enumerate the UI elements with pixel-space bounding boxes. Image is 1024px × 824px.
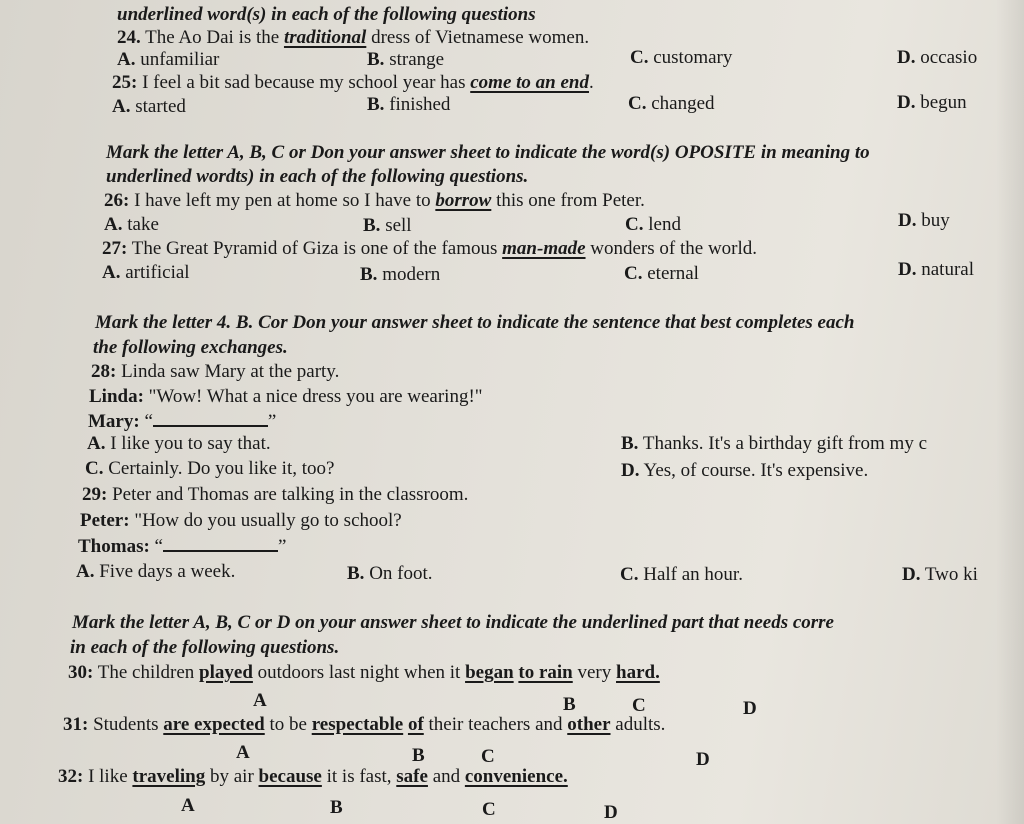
section-exchanges-line2: the following exchanges.	[93, 337, 288, 358]
q24-key: traditional	[283, 27, 367, 48]
q31-part-b: respectable	[311, 714, 404, 735]
q27-pre: The Great Pyramid of Giza is one of the famous	[131, 238, 498, 259]
q29-text: Peter and Thomas are talking in the classroom.	[112, 484, 469, 505]
q28-linda-line: Linda: "Wow! What a nice dress you are wearing!"	[89, 386, 483, 407]
q25-key: come to an end	[470, 72, 589, 93]
section-error-line1: Mark the letter A, B, C or D on your answer sheet to indicate the underlined part that needs corre	[72, 612, 834, 633]
q29-number: 29:	[82, 484, 108, 505]
q29-option-b: B. On foot.	[347, 563, 433, 584]
q25-option-b: B. finished	[367, 94, 451, 115]
q28-option-b: B. Thanks. It's a birthday gift from my c	[621, 433, 927, 454]
q25-option-a: A. started	[112, 96, 186, 117]
question-31: 31: Students are expected to be respectable of their teachers and other adults.	[63, 714, 666, 735]
q28-mary-line: Mary: “ ”	[88, 408, 276, 433]
q30-label-c: C	[632, 695, 646, 716]
q27-number: 27:	[102, 238, 128, 259]
question-24	[117, 27, 589, 49]
q32-label-d: D	[604, 802, 618, 823]
q30-part-d: hard.	[616, 662, 660, 683]
q24-option-a: A. unfamiliar	[117, 49, 220, 70]
q30-label-b: B	[563, 694, 576, 715]
section-opposite-line1: Mark the letter A, B, C or Don your answer sheet to indicate the word(s) OPOSITE in meaning to	[106, 142, 870, 163]
q26-option-c: C. lend	[625, 214, 681, 235]
q27-option-b: B. modern	[360, 264, 441, 285]
q25-number: 25:	[112, 72, 138, 93]
q29-answer-blank	[163, 533, 278, 552]
q29-option-d: D. Two ki	[902, 564, 978, 585]
q27-option-c: C. eternal	[624, 263, 699, 284]
q24-post: dress of Vietnamese women.	[371, 27, 590, 48]
q32-label-b: B	[330, 797, 343, 818]
q25-pre: I feel a bit sad because my school year has	[142, 72, 466, 93]
q28-option-d: D. Yes, of course. It's expensive.	[621, 460, 869, 481]
q26-key: borrow	[435, 190, 492, 211]
question-28	[91, 361, 339, 383]
q25-option-c: C. changed	[628, 93, 715, 114]
q25-post: .	[588, 72, 594, 93]
question-25	[112, 72, 594, 94]
q31-part-c: of	[407, 714, 424, 735]
q26-option-d: D. buy	[898, 210, 950, 231]
q29-peter-line: Peter: "How do you usually go to school?	[80, 510, 402, 531]
q24-option-d: D. occasio	[897, 47, 978, 68]
q28-option-c: C. Certainly. Do you like it, too?	[85, 458, 335, 479]
page-edge-shadow	[996, 0, 1024, 824]
q24-number: 24.	[117, 27, 141, 48]
question-27	[102, 238, 757, 260]
section-opposite-line2: underlined wordts) in each of the following questions.	[106, 166, 529, 187]
q29-thomas-line: Thomas: “ ”	[78, 533, 286, 558]
q32-part-b: because	[258, 766, 322, 787]
q26-number: 26:	[104, 190, 130, 211]
q32-label-a: A	[181, 795, 195, 816]
section-exchanges-line1: Mark the letter 4. B. Cor Don your answer sheet to indicate the sentence that best completes each	[95, 312, 855, 333]
q26-option-a: A. take	[104, 214, 159, 235]
q28-number: 28:	[91, 361, 117, 382]
q32-part-a: traveling	[132, 766, 206, 787]
q24-option-c: C. customary	[630, 47, 733, 68]
q26-pre: I have left my pen at home so I have to	[134, 190, 431, 211]
question-26	[104, 190, 645, 212]
q25-option-d: D. begun	[897, 92, 967, 113]
q29-option-c: C. Half an hour.	[620, 564, 743, 585]
q27-key: man-made	[502, 238, 586, 259]
q30-part-c: to rain	[518, 662, 573, 683]
question-30: 30: The children played outdoors last night when it began to rain very hard.	[68, 662, 660, 683]
q32-label-c: C	[482, 799, 496, 820]
q28-answer-blank	[153, 408, 268, 427]
q31-label-c: C	[481, 746, 495, 767]
q31-part-a: are expected	[163, 714, 265, 735]
q31-part-d: other	[567, 714, 611, 735]
q28-option-a: A. I like you to say that.	[87, 433, 271, 454]
question-29	[82, 484, 468, 506]
q31-label-b: B	[412, 745, 425, 766]
q31-label-a: A	[236, 742, 250, 763]
q28-text: Linda saw Mary at the party.	[121, 361, 340, 382]
q26-post: this one from Peter.	[496, 190, 645, 211]
q27-option-d: D. natural	[898, 259, 974, 280]
question-32: 32: I like traveling by air because it is fast, safe and convenience.	[58, 766, 568, 787]
q32-part-d: convenience.	[464, 766, 568, 787]
q30-part-b: began	[465, 662, 514, 683]
q30-label-a: A	[253, 690, 267, 711]
q32-part-c: safe	[396, 766, 428, 787]
q24-option-b: B. strange	[367, 49, 445, 70]
q31-label-d: D	[696, 749, 710, 770]
section-error-line2: in each of the following questions.	[70, 637, 340, 658]
q26-option-b: B. sell	[363, 215, 412, 236]
q24-pre: The Ao Dai is the	[145, 27, 280, 48]
q27-post: wonders of the world.	[590, 238, 758, 259]
heading-top: underlined word(s) in each of the following questions	[117, 4, 536, 25]
q27-option-a: A. artificial	[102, 262, 190, 283]
q30-label-d: D	[743, 698, 757, 719]
q30-part-a: played	[199, 662, 253, 683]
q29-option-a: A. Five days a week.	[76, 561, 236, 582]
